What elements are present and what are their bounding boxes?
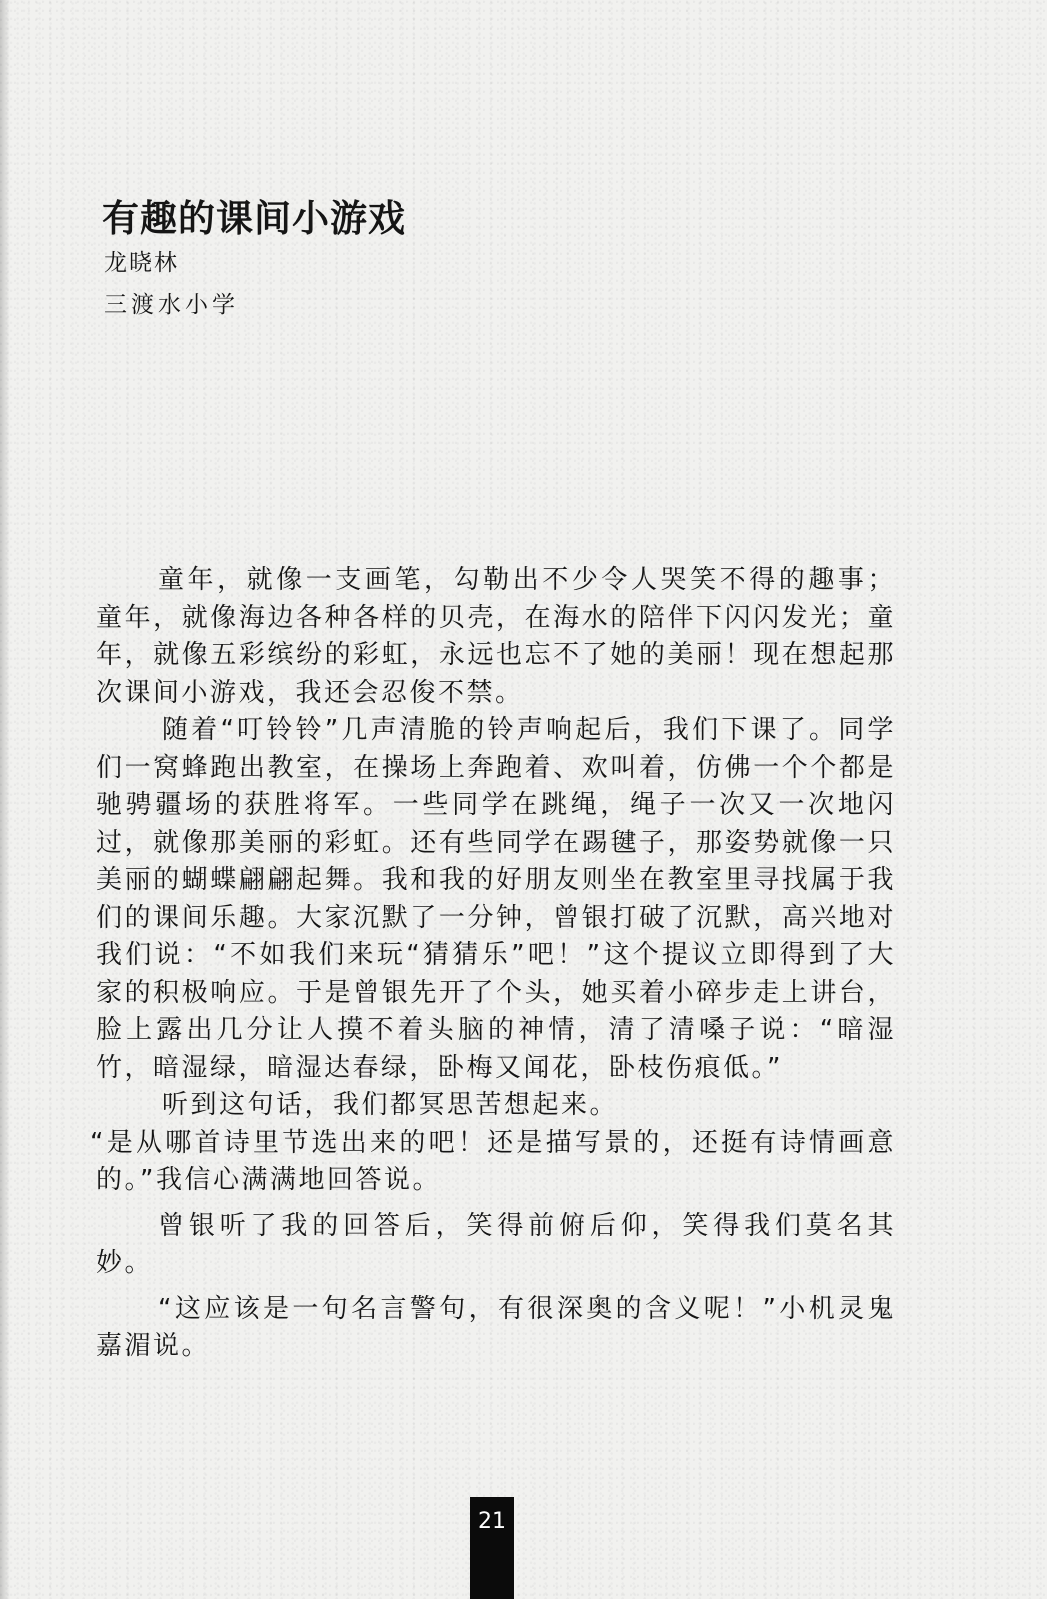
paragraph: 听到这句话，我们都冥思苦想起来。	[162, 1090, 619, 1120]
paragraph: 曾银听了我的回答后，笑得前俯后仰，笑得我们莫名其妙。	[96, 1210, 896, 1278]
paragraph: “这应该是一句名言警句，有很深奥的含义呢！”小机灵鬼嘉湄说。	[96, 1293, 896, 1361]
author-name: 龙晓林	[104, 250, 179, 276]
article-title: 有趣的课间小游戏	[102, 197, 406, 240]
page-number-box	[470, 1497, 514, 1599]
paragraph: 随着“叮铃铃”几声清脆的铃声响起后，我们下课了。同学们一窝蜂跑出教室，在操场上奔跑着、欢叫着，仿佛一个个都是驰骋疆场的获胜将军。一些同学在跳绳，绳子一次又一次地闪过，就像那美丽的彩虹。还有些同学在踢毽子，那姿势就像一只美丽的蝴蝶翩翩起舞。我和我的好朋友则坐在教室里寻找属于我们的课间乐趣。大家沉默了一分钟，曾银打破了沉默，高兴地对我们说：“不如我们来玩“猜猜乐”吧！”这个提议立即得到了大家的积极响应。于是曾银先开了个头，她买着小碎步走上讲台，脸上露出几分让人摸不着头脑的神情，清了清嗓子说：“暗湿竹，暗湿绿，暗湿达春绿，卧梅又闻花，卧枝伤痕低。”	[96, 715, 896, 1083]
school-name: 三渡水小学	[104, 292, 239, 318]
paragraph: 童年，就像一支画笔，勾勒出不少令人哭笑不得的趣事；童年，就像海边各种各样的贝壳，在海水的陪伴下闪闪发光；童年，就像五彩缤纷的彩虹，永远也忘不了她的美丽！现在想起那次课间小游戏，我还会忍俊不禁。	[96, 565, 896, 708]
page-number: 21	[478, 1509, 506, 1534]
paragraph: “是从哪首诗里节选出来的吧！还是描写景的，还挺有诗情画意的。”我信心满满地回答说。	[90, 1127, 896, 1195]
article-body	[90, 562, 896, 1366]
scan-edge-shadow	[0, 0, 10, 1599]
